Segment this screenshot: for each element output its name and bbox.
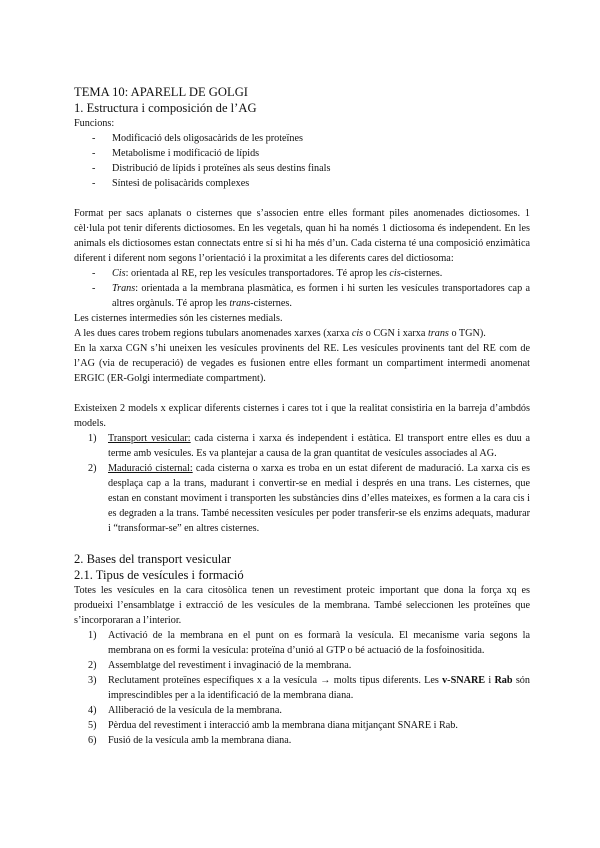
spacer: [74, 536, 530, 551]
paragraph-xarxes: A les dues cares trobem regions tubulars anomenades xarxes (xarxa cis o CGN i xarxa trans o TGN).: [74, 328, 486, 339]
subsection-2-1-heading: 2.1. Tipus de vesícules i formació: [74, 568, 244, 582]
list-item-step-4: 4) Alliberació de la vesícula de la membrana.: [88, 705, 282, 716]
list-item-step-6: 6) Fusió de la vesícula amb la membrana diana.: [88, 735, 292, 746]
page-title: TEMA 10: APARELL DE GOLGI: [74, 85, 248, 99]
section-1-heading: 1. Estructura i composición de l’AG: [74, 101, 257, 115]
list-item-step-2: 2) Assemblatge del revestiment i invaginació de la membrana.: [88, 660, 352, 671]
list-item: - Modificació dels oligosacàrids de les proteïnes: [92, 131, 530, 146]
list-item-step-3: 3) Reclutament proteïnes específiques x a la vesícula → molts tipus diferents. Les v-SNARE i Rab són imprescindibles per a la identificació de la membrana diana.: [88, 675, 530, 701]
list-item: - Metabolisme i modificació de lípids: [92, 146, 530, 161]
list-item-step-1: 1) Activació de la membrana en el punt on es formarà la vesícula. El mecanisme varia segons la membrana on es formi la vesícula: proteïna d’unió al GTP o bé actuació de la fosfoinositida.: [88, 630, 530, 656]
document-page: [74, 84, 530, 748]
functions-label: Funcions:: [74, 118, 115, 129]
paragraph-dictiosomes: Format per sacs aplanats o cisternes que s’associen entre elles formant piles anomenades dictiosomes. 1 cèl·lula pot tenir diferents dictiosomes. En les vegetals, quan hi ha només 1 dictiosoma és independent. En les animals els dictiosomes estan connectats entre sí si hi ha més d’un. Cada cisterna té una composició enzimàtica diferent i diferent nom segons l’orientació i la proximitat a les diferents cares del dictiosoma:: [74, 208, 530, 264]
list-item-model-2: 2) Maduració cisternal: cada cisterna o xarxa es troba en un estat diferent de maduració. La xarxa cis es desplaça cap a la trans, madurant i convertir-se en medial i després en una trans. Les cisternes, que estan en constant moviment i transporten les substàncies dins d’elles mateixes, es formen a la cara cis i es degraden a la trans. També necessiten vesícules per poder transferir-se els enzims adequats, madurar i “transformar-se” en altres cisternes.: [88, 463, 531, 534]
list-item-model-1: 1) Transport vesicular: cada cisterna i xarxa és independent i estàtica. El transport entre elles es duu a terme amb vesícules. Es va plantejar a causa de la gran quantitat de vesícules associades al AG.: [88, 433, 530, 459]
list-item-cis: - Cis: orientada al RE, rep les vesícules transportadores. Té aprop les cis-cisternes.: [92, 266, 530, 281]
spacer: [74, 191, 530, 206]
paragraph-models-intro: Existeixen 2 models x explicar diferents cisternes i cares tot i que la realitat consistiria en la barreja d’ambdós models.: [74, 403, 530, 429]
faces-list: [74, 266, 530, 311]
list-item: - Distribució de lípids i proteïnes als seus destins finals: [92, 161, 530, 176]
paragraph-cgn: En la xarxa CGN s’hi uneixen les vesícules provinents del RE. Les vesícules provinents tant del RE com de l’AG (via de recuperació) de vegades es fusionen entre elles formant un compartiment intermedi anomenat ERGIC (ER-Golgi intermediate compartment).: [74, 343, 530, 384]
paragraph-medials: Les cisternes intermedies són les cisternes medials.: [74, 313, 283, 324]
models-list: [74, 431, 530, 536]
term-trans: Trans: [112, 283, 136, 294]
list-item: - Síntesi de polisacàrids complexes: [92, 176, 530, 191]
term-cis: Cis: [112, 268, 126, 279]
functions-list: [74, 131, 530, 191]
section-2-heading: 2. Bases del transport vesicular: [74, 552, 232, 566]
spacer: [74, 386, 530, 401]
steps-list: [74, 628, 530, 748]
paragraph-vesicles-intro: Totes les vesícules en la cara citosòlica tenen un revestiment proteic important que dona la força xq es produeixi l’ensamblatge i extracció de les vesícules de la membrana. També seleccionen les proteïnes que s’incorporaran a l’interior.: [74, 585, 530, 626]
list-item-trans: - Trans: orientada a la membrana plasmàtica, es formen i hi surten les vesícules transportadores cap a altres orgànuls. Té aprop les trans-cisternes.: [92, 281, 530, 311]
list-item-step-5: 5) Pèrdua del revestiment i interacció amb la membrana diana mitjançant SNARE i Rab.: [88, 720, 458, 731]
